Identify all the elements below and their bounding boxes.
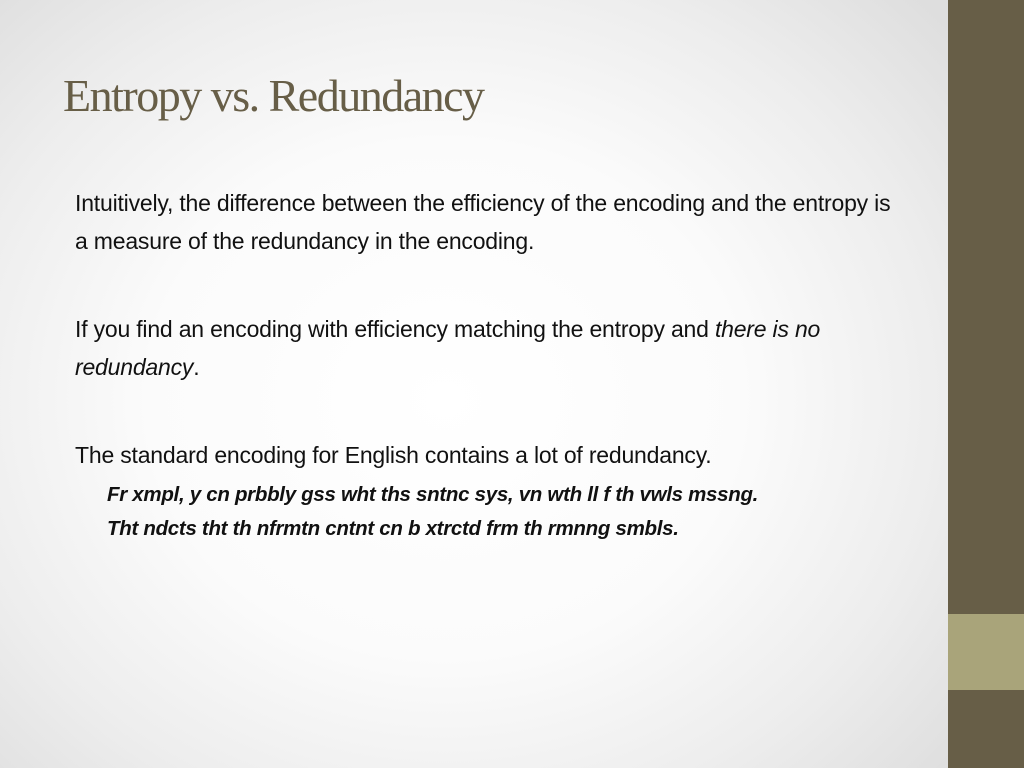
slide-title: Entropy vs. Redundancy [63, 70, 484, 121]
paragraph-no-redundancy-emphasis: there is no redundancy [75, 316, 821, 380]
paragraph-english-redundancy: The standard encoding for English contains a lot of redundancy. [75, 442, 712, 468]
slide-body [75, 184, 905, 546]
sub-point-line-2: Tht ndcts tht th nfrmtn cntnt cn b xtrctd frm th rmnng smbls. [107, 517, 679, 540]
decorative-sidebar [948, 0, 1024, 768]
sub-point-vowelless-example [107, 478, 905, 546]
paragraph-no-redundancy-text: If you find an encoding with efficiency matching the entropy and [75, 316, 715, 342]
paragraph-no-redundancy [75, 310, 905, 386]
sub-point-line-1: Fr xmpl, y cn prbbly gss wht ths sntnc sys, vn wth ll f th vwls mssng. [107, 483, 759, 506]
sidebar-accent-band [948, 614, 1024, 690]
paragraph-no-redundancy-period: . [193, 354, 200, 380]
paragraph-redundancy-definition: Intuitively, the difference between the efficiency of the encoding and the entropy is a measure of the redundancy in the encoding. [75, 190, 891, 254]
